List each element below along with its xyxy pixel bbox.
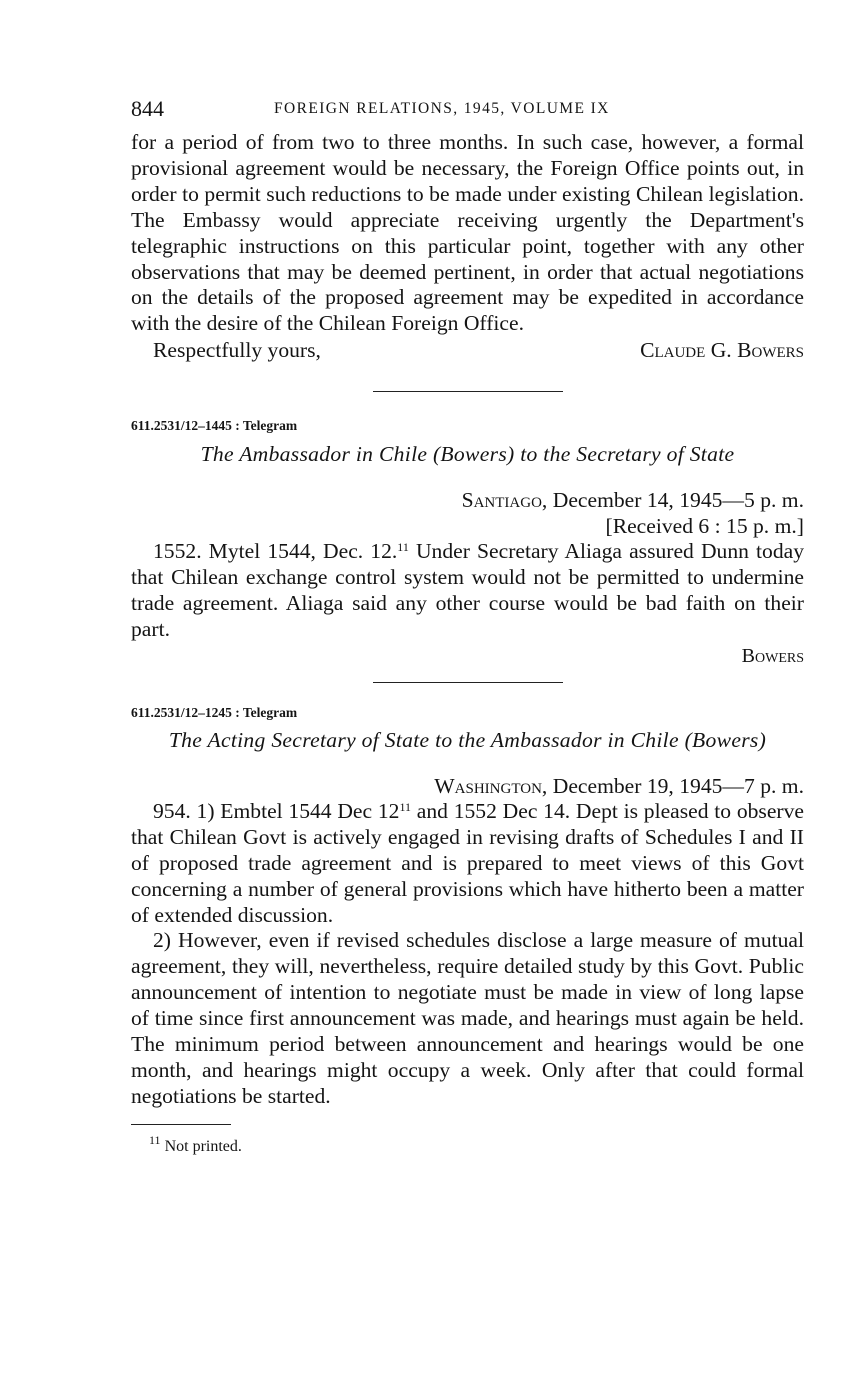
telegram-paragraph-1: [131, 799, 804, 929]
dateline-date: December 14, 1945—5 p. m.: [552, 488, 804, 513]
page-number: 844: [131, 96, 164, 121]
dateline-place: Santiago,: [461, 488, 548, 513]
telegram-paragraph-2: 2) However, even if revised schedules disclose a large measure of mutual agreement, they will, nevertheless, require detailed study by this Govt. Public announcement of intention to negotiate must be made in view of long lapse of time since first announcement was made, and hearings must again be held. The minimum period between announcement and hearings would be one month, and hearings might occupy a week. Only after that could formal negotiations be started.: [131, 928, 804, 1108]
body-rest: Under Secretary Aliaga assured Dunn today that Chilean exchange control system would not be permitted to undermine trade agreement. Aliaga said any other course would be bad faith on their part.: [131, 539, 805, 641]
received-time: [Received 6 : 15 p. m.]: [605, 514, 804, 539]
running-head: FOREIGN RELATIONS, 1945, VOLUME IX: [274, 100, 610, 117]
signature: Bowers: [741, 644, 804, 667]
dateline: [131, 487, 804, 513]
footnote-reference: 11: [399, 799, 412, 814]
footnote-text: Not printed.: [164, 1137, 242, 1155]
file-reference: 611.2531/12–1445 : Telegram: [131, 418, 298, 434]
file-reference: 611.2531/12–1245 : Telegram: [131, 704, 298, 720]
dateline-place: Washington,: [434, 773, 548, 798]
body-rest: and 1552 Dec 14. Dept is pleased to observe that Chilean Govt is actively engaged in revising drafts of Schedules I and II of proposed trade agreement and is prepared to meet views of this Govt concerning a number of general provisions which have hitherto been a matter of extended discussion.: [131, 798, 804, 927]
footnote-divider: [131, 1124, 231, 1125]
closing-line: [131, 337, 804, 363]
document-title: The Ambassador in Chile (Bowers) to the Secretary of State: [200, 442, 735, 467]
dateline-date: December 19, 1945—7 p. m.: [552, 773, 804, 798]
continuation-paragraph: for a period of from two to three months. In such case, however, a formal provisional agreement would be necessary, the Foreign Office points out, in order to permit such reductions to be made under existing Chilean legislation. The Embassy would appreciate receiving urgently the Department's telegraphic instructions on this particular point, together with any other observations that may be deemed pertinent, in order that actual negotiations on the details of the proposed agreement may be expedited in accordance with the desire of the Chilean Foreign Office.: [131, 130, 804, 336]
footnote-mark: 11: [149, 1132, 161, 1147]
dateline: [131, 773, 804, 799]
complimentary-close: Respectfully yours,: [153, 338, 321, 363]
document-page: [131, 96, 804, 1157]
body-start: 1552. Mytel 1544, Dec. 12.: [153, 539, 398, 564]
signature: Claude G. Bowers: [640, 338, 804, 363]
document-title: The Acting Secretary of State to the Ambassador in Chile (Bowers): [168, 727, 767, 752]
body-start: 954. 1) Embtel 1544 Dec 12: [153, 798, 400, 823]
footnote-reference: 11: [397, 540, 409, 555]
page-header: [131, 96, 804, 130]
footnote: [131, 1132, 804, 1157]
telegram-body: [131, 539, 804, 643]
